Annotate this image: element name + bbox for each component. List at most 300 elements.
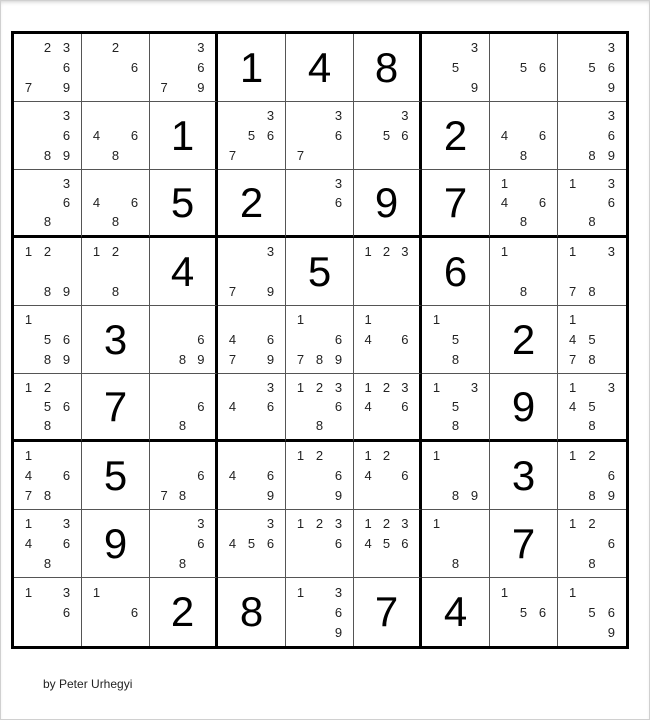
candidate-grid — [427, 446, 484, 505]
candidate-digit — [465, 534, 484, 554]
candidate-digit — [261, 262, 280, 282]
candidate-digit — [173, 378, 191, 397]
author-credit: by Peter Urhegyi — [43, 677, 133, 691]
sudoku-cell-r1c6[interactable] — [354, 34, 422, 102]
candidate-grid — [87, 106, 144, 165]
candidate-digit — [291, 485, 310, 505]
cell-value: 4 — [443, 588, 468, 635]
candidate-digit — [57, 212, 76, 231]
candidate-digit: 9 — [62, 351, 71, 367]
sudoku-cell-r8c6[interactable] — [354, 510, 422, 578]
sudoku-cell-r6c5[interactable] — [286, 374, 354, 442]
sudoku-cell-r3c4[interactable] — [218, 170, 286, 238]
sudoku-cell-r8c3[interactable] — [150, 510, 218, 578]
candidate-digit — [173, 397, 191, 416]
candidate-grid — [427, 514, 484, 573]
candidate-digit — [563, 485, 582, 505]
candidate-digit — [533, 281, 552, 301]
candidate-digit: 8 — [43, 147, 52, 163]
candidate-digit — [155, 534, 173, 554]
candidate-digit — [223, 106, 242, 126]
candidate-digit — [446, 466, 465, 486]
candidate-digit: 3 — [62, 584, 71, 600]
candidate-digit — [173, 77, 191, 97]
candidate-digit — [563, 58, 582, 78]
candidate-digit — [19, 330, 38, 350]
cell-value: 7 — [374, 588, 399, 635]
candidate-digit: 1 — [500, 584, 509, 600]
candidate-digit — [173, 514, 191, 534]
candidate-digit — [427, 534, 446, 554]
candidate-digit — [377, 310, 395, 330]
candidate-digit — [533, 262, 552, 282]
candidate-digit: 8 — [588, 351, 596, 367]
sudoku-cell-r3c2[interactable] — [82, 170, 150, 238]
candidate-digit — [310, 126, 329, 146]
sudoku-cell-r8c9[interactable] — [558, 510, 626, 578]
candidate-grid — [223, 378, 280, 435]
candidate-digit — [563, 126, 582, 146]
candidate-digit: 9 — [607, 79, 615, 95]
candidate-digit — [495, 602, 514, 622]
sudoku-cell-r9c3[interactable] — [150, 578, 218, 646]
candidate-digit — [495, 38, 514, 58]
candidate-digit — [310, 330, 329, 350]
candidate-digit: 4 — [92, 195, 101, 210]
sudoku-cell-r2c3[interactable] — [150, 102, 218, 170]
candidate-grid — [223, 106, 280, 165]
candidate-digit — [377, 397, 395, 416]
candidate-digit — [223, 416, 242, 435]
sudoku-cell-r7c2[interactable] — [82, 442, 150, 510]
candidate-digit: 6 — [401, 535, 409, 551]
candidate-digit — [261, 416, 280, 435]
sudoku-cell-r2c4[interactable] — [218, 102, 286, 170]
candidate-digit — [155, 446, 173, 466]
candidate-digit — [582, 174, 601, 193]
cell-value: 6 — [443, 247, 468, 295]
sudoku-cell-r9c6[interactable] — [354, 578, 422, 646]
sudoku-board — [11, 31, 629, 649]
cell-value: 2 — [511, 315, 536, 363]
sudoku-cell-r5c2[interactable] — [82, 306, 150, 374]
candidate-digit: 5 — [43, 399, 52, 414]
candidate-digit — [602, 582, 621, 602]
candidate-digit — [125, 242, 144, 262]
candidate-grid — [427, 378, 484, 435]
candidate-digit — [427, 349, 446, 369]
candidate-digit: 8 — [519, 147, 528, 163]
candidate-digit — [310, 193, 329, 212]
candidate-digit — [377, 466, 395, 486]
sudoku-cell-r9c8[interactable] — [490, 578, 558, 646]
candidate-digit — [87, 145, 106, 165]
candidate-digit — [359, 485, 377, 505]
sudoku-cell-r5c5[interactable] — [286, 306, 354, 374]
candidate-digit — [310, 553, 329, 573]
candidate-digit: 8 — [588, 283, 596, 299]
candidate-digit: 3 — [607, 108, 615, 124]
candidate-digit: 3 — [401, 108, 409, 124]
candidate-digit: 6 — [266, 535, 275, 551]
candidate-digit — [427, 58, 446, 78]
candidate-digit — [359, 126, 377, 146]
candidate-digit — [602, 310, 621, 330]
candidate-digit: 4 — [500, 195, 509, 210]
candidate-digit — [310, 310, 329, 330]
candidate-digit — [310, 174, 329, 193]
candidate-digit: 1 — [364, 380, 372, 395]
candidate-digit — [563, 106, 582, 126]
sudoku-cell-r3c7[interactable] — [422, 170, 490, 238]
candidate-digit: 4 — [364, 467, 372, 483]
candidate-digit — [359, 262, 377, 282]
candidate-digit — [125, 145, 144, 165]
candidate-digit — [242, 397, 261, 416]
candidate-digit — [261, 446, 280, 466]
candidate-digit — [396, 145, 414, 165]
candidate-digit: 6 — [197, 399, 205, 414]
sudoku-cell-r6c1[interactable] — [14, 374, 82, 442]
candidate-digit — [106, 262, 125, 282]
candidate-digit — [87, 106, 106, 126]
candidate-digit — [446, 534, 465, 554]
candidate-digit — [495, 58, 514, 78]
sudoku-cell-r2c7[interactable] — [422, 102, 490, 170]
candidate-digit — [563, 77, 582, 97]
sudoku-cell-r3c3[interactable] — [150, 170, 218, 238]
cell-value: 4 — [170, 247, 195, 295]
sudoku-cell-r5c9[interactable] — [558, 306, 626, 374]
cell-value: 3 — [103, 315, 128, 363]
candidate-digit — [106, 582, 125, 602]
candidate-digit — [19, 397, 38, 416]
candidate-digit: 1 — [364, 516, 372, 532]
candidate-digit — [495, 281, 514, 301]
candidate-digit — [396, 485, 414, 505]
candidate-grid — [563, 106, 621, 165]
candidate-grid — [223, 242, 280, 301]
candidate-digit — [57, 310, 76, 330]
sudoku-cell-r1c9[interactable] — [558, 34, 626, 102]
candidate-digit: 9 — [334, 624, 343, 640]
candidate-digit: 6 — [607, 127, 615, 143]
sudoku-cell-r1c3[interactable] — [150, 34, 218, 102]
candidate-digit — [87, 622, 106, 642]
sudoku-cell-r9c5[interactable] — [286, 578, 354, 646]
candidate-digit: 9 — [334, 487, 343, 503]
sudoku-cell-r2c2[interactable] — [82, 102, 150, 170]
sudoku-cell-r9c7[interactable] — [422, 578, 490, 646]
sudoku-cell-r5c3[interactable] — [150, 306, 218, 374]
candidate-grid — [427, 38, 484, 97]
sudoku-cell-r4c5[interactable] — [286, 238, 354, 306]
candidate-digit — [291, 622, 310, 642]
sudoku-cell-r9c9[interactable] — [558, 578, 626, 646]
candidate-digit: 1 — [569, 176, 577, 191]
candidate-digit: 8 — [588, 555, 596, 571]
sudoku-cell-r4c2[interactable] — [82, 238, 150, 306]
sudoku-cell-r8c4[interactable] — [218, 510, 286, 578]
sudoku-cell-r4c3[interactable] — [150, 238, 218, 306]
candidate-digit: 8 — [519, 214, 528, 229]
candidate-digit — [563, 534, 582, 554]
sudoku-cell-r3c5[interactable] — [286, 170, 354, 238]
cell-value: 8 — [374, 43, 399, 91]
sudoku-cell-r2c8[interactable] — [490, 102, 558, 170]
candidate-digit — [514, 193, 533, 212]
sudoku-cell-r5c8[interactable] — [490, 306, 558, 374]
candidate-digit: 6 — [538, 604, 547, 620]
candidate-digit — [427, 553, 446, 573]
candidate-digit: 9 — [607, 624, 615, 640]
candidate-digit — [87, 77, 106, 97]
sudoku-cell-r4c1[interactable] — [14, 238, 82, 306]
sudoku-cell-r6c9[interactable] — [558, 374, 626, 442]
sudoku-cell-r7c6[interactable] — [354, 442, 422, 510]
candidate-digit: 8 — [43, 418, 52, 433]
candidate-digit — [155, 58, 173, 78]
candidate-digit: 9 — [62, 79, 71, 95]
candidate-digit — [57, 262, 76, 282]
cell-value: 5 — [307, 247, 332, 295]
cell-value: 8 — [239, 588, 264, 635]
candidate-digit — [377, 145, 395, 165]
candidate-digit — [242, 416, 261, 435]
candidate-digit — [155, 310, 173, 330]
candidate-grid — [19, 38, 76, 97]
sudoku-cell-r1c1[interactable] — [14, 34, 82, 102]
sudoku-cell-r3c1[interactable] — [14, 170, 82, 238]
sudoku-cell-r7c7[interactable] — [422, 442, 490, 510]
candidate-digit — [446, 514, 465, 534]
candidate-digit — [465, 310, 484, 330]
sudoku-cell-r6c3[interactable] — [150, 374, 218, 442]
candidate-digit — [125, 212, 144, 231]
sudoku-cell-r2c5[interactable] — [286, 102, 354, 170]
sudoku-cell-r4c4[interactable] — [218, 238, 286, 306]
candidate-digit — [465, 58, 484, 78]
sudoku-cell-r7c1[interactable] — [14, 442, 82, 510]
candidate-digit — [533, 174, 552, 193]
candidate-digit — [427, 466, 446, 486]
candidate-digit — [87, 262, 106, 282]
candidate-digit — [582, 466, 601, 486]
sudoku-cell-r8c8[interactable] — [490, 510, 558, 578]
candidate-digit — [533, 242, 552, 262]
sudoku-cell-r5c4[interactable] — [218, 306, 286, 374]
candidate-grid — [19, 378, 76, 435]
candidate-digit: 4 — [92, 127, 101, 143]
candidate-grid — [19, 310, 76, 369]
candidate-digit — [377, 349, 395, 369]
sudoku-cell-r2c1[interactable] — [14, 102, 82, 170]
sudoku-cell-r3c6[interactable] — [354, 170, 422, 238]
candidate-digit — [173, 330, 191, 350]
candidate-digit — [377, 485, 395, 505]
candidate-grid — [155, 38, 210, 97]
candidate-digit — [359, 553, 377, 573]
cell-value: 9 — [103, 519, 128, 567]
sudoku-cell-r8c7[interactable] — [422, 510, 490, 578]
sudoku-cell-r7c9[interactable] — [558, 442, 626, 510]
candidate-digit: 9 — [334, 351, 343, 367]
cell-value: 2 — [170, 588, 195, 635]
candidate-digit: 2 — [315, 380, 324, 395]
candidate-digit: 6 — [197, 331, 205, 347]
cell-value: 4 — [307, 43, 332, 91]
sudoku-cell-r1c5[interactable] — [286, 34, 354, 102]
candidate-grid — [87, 242, 144, 301]
candidate-digit: 2 — [43, 380, 52, 395]
sudoku-cell-r5c7[interactable] — [422, 306, 490, 374]
candidate-digit — [533, 145, 552, 165]
candidate-digit: 1 — [569, 244, 577, 260]
candidate-digit: 6 — [62, 331, 71, 347]
candidate-grid — [563, 242, 621, 301]
sudoku-cell-r6c7[interactable] — [422, 374, 490, 442]
candidate-digit: 3 — [62, 40, 71, 56]
candidate-digit: 1 — [500, 244, 509, 260]
sudoku-cell-r6c4[interactable] — [218, 374, 286, 442]
sudoku-cell-r6c6[interactable] — [354, 374, 422, 442]
sudoku-cell-r4c6[interactable] — [354, 238, 422, 306]
candidate-digit — [495, 262, 514, 282]
candidate-digit: 6 — [334, 399, 343, 414]
sudoku-cell-r5c6[interactable] — [354, 306, 422, 374]
sudoku-cell-r7c8[interactable] — [490, 442, 558, 510]
candidate-digit: 5 — [588, 399, 596, 414]
candidate-digit — [602, 262, 621, 282]
candidate-digit — [57, 416, 76, 435]
sudoku-cell-r2c9[interactable] — [558, 102, 626, 170]
candidate-digit — [427, 397, 446, 416]
candidate-digit: 5 — [451, 331, 460, 347]
sudoku-cell-r7c3[interactable] — [150, 442, 218, 510]
sudoku-cell-r9c1[interactable] — [14, 578, 82, 646]
sudoku-cell-r5c1[interactable] — [14, 306, 82, 374]
candidate-digit — [38, 58, 57, 78]
candidate-digit — [291, 466, 310, 486]
candidate-digit — [38, 602, 57, 622]
candidate-digit: 2 — [315, 448, 324, 464]
candidate-digit — [310, 466, 329, 486]
candidate-digit: 4 — [569, 331, 577, 347]
candidate-grid — [291, 446, 348, 505]
candidate-digit — [514, 38, 533, 58]
sudoku-cell-r1c7[interactable] — [422, 34, 490, 102]
candidate-digit: 1 — [364, 312, 372, 328]
sudoku-cell-r4c8[interactable] — [490, 238, 558, 306]
candidate-digit: 1 — [92, 244, 101, 260]
candidate-digit — [242, 446, 261, 466]
sudoku-cell-r3c9[interactable] — [558, 170, 626, 238]
candidate-digit — [495, 145, 514, 165]
sudoku-cell-r1c2[interactable] — [82, 34, 150, 102]
candidate-digit — [19, 58, 38, 78]
cell-value: 9 — [511, 382, 536, 430]
sudoku-cell-r8c2[interactable] — [82, 510, 150, 578]
sudoku-cell-r1c4[interactable] — [218, 34, 286, 102]
candidate-digit: 7 — [228, 283, 237, 299]
sudoku-cell-r7c4[interactable] — [218, 442, 286, 510]
sudoku-cell-r8c1[interactable] — [14, 510, 82, 578]
cell-value: 7 — [103, 382, 128, 430]
candidate-digit: 6 — [538, 195, 547, 210]
candidate-digit — [582, 106, 601, 126]
candidate-digit: 9 — [197, 351, 205, 367]
sudoku-cell-r4c7[interactable] — [422, 238, 490, 306]
candidate-digit — [173, 58, 191, 78]
candidate-digit — [465, 416, 484, 435]
candidate-digit — [533, 212, 552, 231]
candidate-digit — [155, 514, 173, 534]
candidate-digit — [291, 126, 310, 146]
candidate-digit: 2 — [382, 448, 391, 464]
candidate-digit — [533, 582, 552, 602]
candidate-grid — [563, 514, 621, 573]
sudoku-cell-r6c2[interactable] — [82, 374, 150, 442]
candidate-digit: 7 — [24, 487, 33, 503]
candidate-digit — [377, 106, 395, 126]
sudoku-cell-r9c2[interactable] — [82, 578, 150, 646]
candidate-digit — [125, 77, 144, 97]
candidate-digit: 5 — [247, 127, 256, 143]
candidate-digit: 7 — [296, 147, 305, 163]
candidate-grid — [223, 446, 280, 505]
candidate-digit: 8 — [588, 487, 596, 503]
sudoku-cell-r3c8[interactable] — [490, 170, 558, 238]
candidate-digit: 3 — [266, 380, 275, 395]
candidate-digit — [359, 281, 377, 301]
sudoku-cell-r1c8[interactable] — [490, 34, 558, 102]
sudoku-cell-r7c5[interactable] — [286, 442, 354, 510]
candidate-digit — [261, 145, 280, 165]
candidate-digit — [446, 38, 465, 58]
candidate-digit — [446, 310, 465, 330]
sudoku-cell-r8c5[interactable] — [286, 510, 354, 578]
candidate-digit — [533, 106, 552, 126]
candidate-digit: 6 — [401, 399, 409, 414]
sudoku-cell-r4c9[interactable] — [558, 238, 626, 306]
candidate-digit: 3 — [401, 516, 409, 532]
sudoku-cell-r2c6[interactable] — [354, 102, 422, 170]
candidate-digit — [19, 602, 38, 622]
candidate-digit: 8 — [451, 555, 460, 571]
candidate-digit: 6 — [334, 127, 343, 143]
sudoku-cell-r9c4[interactable] — [218, 578, 286, 646]
candidate-digit — [291, 553, 310, 573]
candidate-digit: 1 — [296, 312, 305, 328]
candidate-digit: 1 — [296, 584, 305, 600]
candidate-digit — [602, 397, 621, 416]
candidate-digit — [38, 446, 57, 466]
candidate-grid — [155, 310, 210, 369]
candidate-digit — [291, 212, 310, 231]
candidate-digit — [19, 145, 38, 165]
candidate-digit — [242, 262, 261, 282]
candidate-digit: 6 — [266, 467, 275, 483]
candidate-digit — [291, 106, 310, 126]
candidate-digit — [291, 330, 310, 350]
candidate-grid — [563, 446, 621, 505]
candidate-digit — [514, 582, 533, 602]
sudoku-cell-r6c8[interactable] — [490, 374, 558, 442]
candidate-digit — [582, 310, 601, 330]
candidate-grid — [291, 174, 348, 231]
candidate-digit — [310, 397, 329, 416]
candidate-digit: 6 — [62, 399, 71, 414]
